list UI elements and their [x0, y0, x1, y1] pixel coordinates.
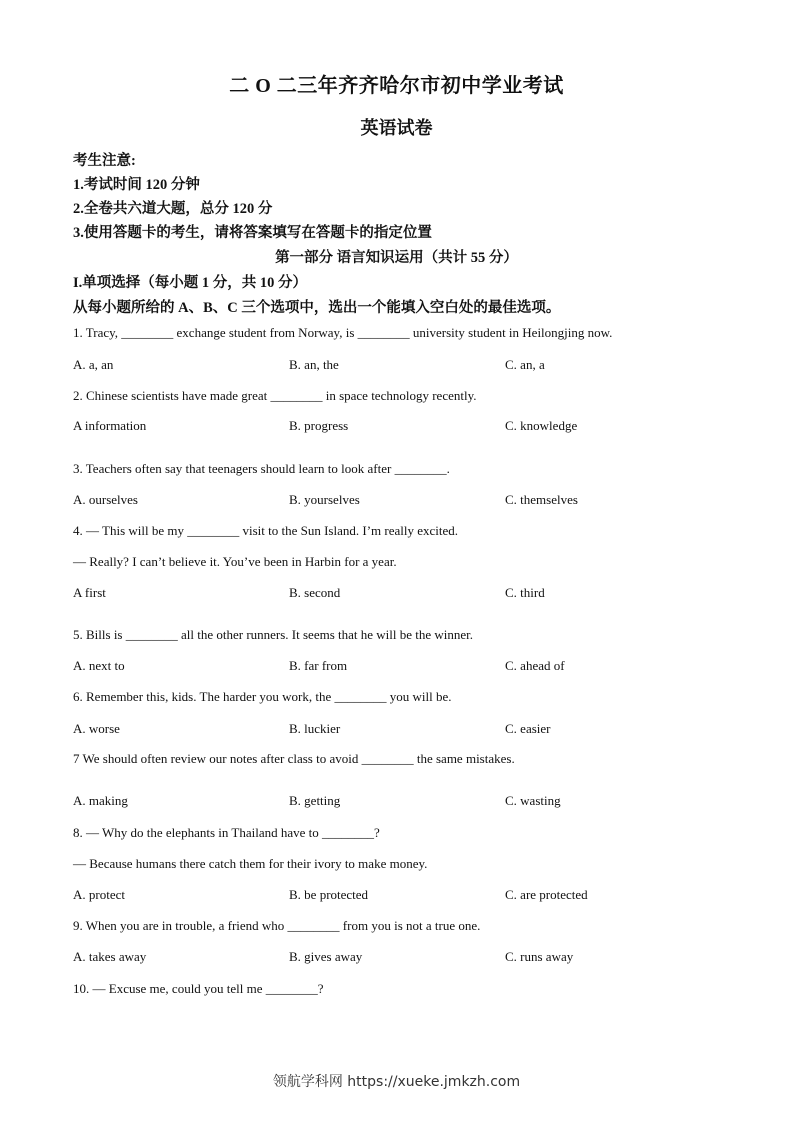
option-c: C. knowledge: [505, 418, 578, 433]
option-b: B. gives away: [289, 949, 363, 964]
question-stem: 2. Chinese scientists have made great ________ in space technology recently.: [73, 388, 477, 403]
option-b: B. luckier: [289, 721, 341, 736]
option-a: A. worse: [73, 721, 120, 736]
option-c: C. easier: [505, 721, 551, 736]
notes-heading: 考生注意:: [73, 153, 136, 169]
option-a: A. next to: [73, 658, 125, 673]
question-stem: 4. — This will be my ________ visit to the Sun Island. I’m really excited.: [73, 523, 459, 538]
option-b: B. far from: [289, 658, 348, 673]
option-a: A. protect: [73, 887, 125, 902]
note-item: 2.全卷共六道大题，总分 120 分: [73, 201, 273, 217]
footer-watermark: 领航学科网 https://xueke.jmkzh.com: [272, 1074, 521, 1090]
option-a: A. ourselves: [73, 492, 138, 507]
question-stem: 10. — Excuse me, could you tell me ________?: [73, 981, 324, 996]
option-c: C. ahead of: [505, 658, 565, 673]
option-c: C. are protected: [505, 887, 588, 902]
exam-subtitle: 英语试卷: [360, 118, 433, 138]
option-b: B. yourselves: [289, 492, 360, 507]
option-a: A. a, an: [73, 357, 114, 372]
option-b: B. an, the: [289, 357, 339, 372]
section-instruction: 从每小题所给的 A、B、C 三个选项中，选出一个能填入空白处的最佳选项。: [73, 300, 561, 316]
option-a: A. takes away: [73, 949, 147, 964]
part-heading: 第一部分 语言知识运用（共计 55 分）: [275, 250, 518, 266]
question-stem: 9. When you are in trouble, a friend who ________ from you is not a true one.: [73, 918, 481, 933]
question-stem: 8. — Why do the elephants in Thailand have to ________?: [73, 825, 380, 840]
option-c: C. third: [505, 585, 545, 600]
exam-title: 二 O 二三年齐齐哈尔市初中学业考试: [229, 75, 564, 97]
option-c: C. themselves: [505, 492, 578, 507]
question-stem: 3. Teachers often say that teenagers should learn to look after ________.: [73, 461, 450, 476]
question-stem: 5. Bills is ________ all the other runners. It seems that he will be the winner.: [73, 627, 474, 642]
question-stem: — Really? I can’t believe it. You’ve been in Harbin for a year.: [73, 554, 397, 569]
option-b: B. progress: [289, 418, 349, 433]
option-a: A first: [73, 585, 106, 600]
section-heading: I.单项选择（每小题 1 分，共 10 分）: [73, 275, 308, 291]
option-b: B. second: [289, 585, 341, 600]
option-c: C. an, a: [505, 357, 545, 372]
option-a: A information: [73, 418, 147, 433]
option-c: C. wasting: [505, 793, 561, 808]
option-b: B. be protected: [289, 887, 369, 902]
question-stem: 7 We should often review our notes after class to avoid ________ the same mistakes.: [73, 751, 515, 766]
note-item: 3.使用答题卡的考生，请将答案填写在答题卡的指定位置: [73, 225, 432, 241]
option-a: A. making: [73, 793, 128, 808]
question-stem: 1. Tracy, ________ exchange student from Norway, is ________ university student in Heilongjing now.: [73, 325, 613, 340]
question-stem: 6. Remember this, kids. The harder you work, the ________ you will be.: [73, 689, 452, 704]
question-stem: — Because humans there catch them for their ivory to make money.: [73, 856, 428, 871]
option-c: C. runs away: [505, 949, 574, 964]
note-item: 1.考试时间 120 分钟: [73, 177, 200, 193]
option-b: B. getting: [289, 793, 341, 808]
